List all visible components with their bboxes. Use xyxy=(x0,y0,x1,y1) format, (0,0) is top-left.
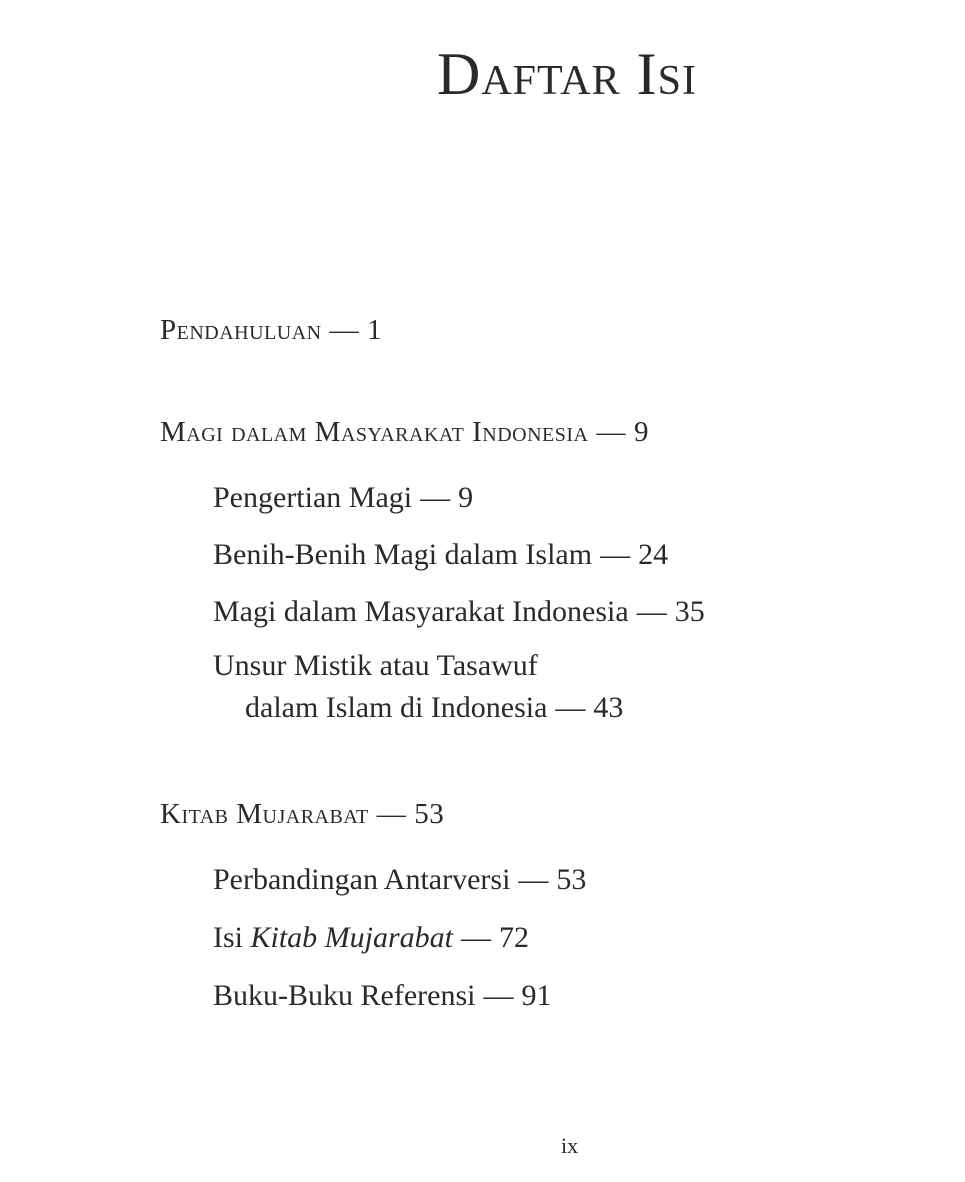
toc-entry-page: 91 xyxy=(521,979,552,1012)
toc-entry-buku-buku-referensi xyxy=(213,978,551,1014)
toc-entry-page: 9 xyxy=(458,481,474,514)
toc-entry-magi-chapter xyxy=(160,414,649,450)
toc-entry-separator: — xyxy=(483,979,514,1012)
toc-entry-perbandingan-antarversi xyxy=(213,862,586,898)
toc-entry-page: 35 xyxy=(674,595,705,628)
toc-entry-label-prefix: Isi xyxy=(213,921,251,954)
toc-entry-page: 53 xyxy=(556,863,587,896)
toc-entry-page: 24 xyxy=(638,538,669,571)
toc-entry-label-italic: Kitab Mujarabat xyxy=(250,921,454,954)
toc-entry-page: 72 xyxy=(499,921,530,954)
toc-entry-label: Pengertian Magi xyxy=(213,481,413,514)
toc-entry-benih-benih-magi xyxy=(213,537,668,573)
toc-entry-magi-masyarakat xyxy=(213,594,705,630)
toc-entry-unsur-mistik-continued xyxy=(245,690,623,726)
toc-entry-isi-kitab-mujarabat xyxy=(213,920,529,956)
toc-entry-page: 43 xyxy=(593,691,624,724)
toc-entry-separator: — xyxy=(596,416,626,448)
page-title: Daftar Isi xyxy=(437,41,697,107)
toc-entry-page: 53 xyxy=(414,798,445,830)
toc-entry-separator: — xyxy=(600,538,631,571)
toc-entry-separator: — xyxy=(461,921,492,954)
toc-entry-separator: — xyxy=(376,798,407,830)
toc-entry-label: Perbandingan Antarversi xyxy=(213,863,511,896)
toc-entry-pengertian-magi xyxy=(213,480,473,516)
toc-entry-label: Buku-Buku Referensi xyxy=(213,979,476,1012)
toc-entry-unsur-mistik xyxy=(213,648,538,684)
toc-entry-kitab-mujarabat xyxy=(160,796,444,832)
toc-entry-label: Magi dalam Masyarakat Indonesia xyxy=(213,595,629,628)
toc-entry-page: 1 xyxy=(367,314,383,346)
toc-entry-label: Pendahuluan xyxy=(160,314,322,346)
toc-entry-pendahuluan xyxy=(160,312,382,348)
toc-entry-separator: — xyxy=(636,595,667,628)
toc-entry-separator: — xyxy=(555,691,586,724)
toc-entry-separator: — xyxy=(420,481,451,514)
toc-entry-label: dalam Islam di Indonesia xyxy=(245,691,548,724)
toc-entry-page: 9 xyxy=(633,416,649,448)
page-number: ix xyxy=(561,1133,579,1158)
toc-entry-label: Unsur Mistik atau Tasawuf xyxy=(213,649,538,682)
toc-entry-label: Kitab Mujarabat xyxy=(160,798,369,830)
toc-entry-label: Benih-Benih Magi dalam Islam xyxy=(213,538,593,571)
toc-entry-separator: — xyxy=(518,863,549,896)
toc-entry-label: Magi dalam Masyarakat Indonesia xyxy=(160,416,589,448)
toc-entry-separator: — xyxy=(329,314,360,346)
